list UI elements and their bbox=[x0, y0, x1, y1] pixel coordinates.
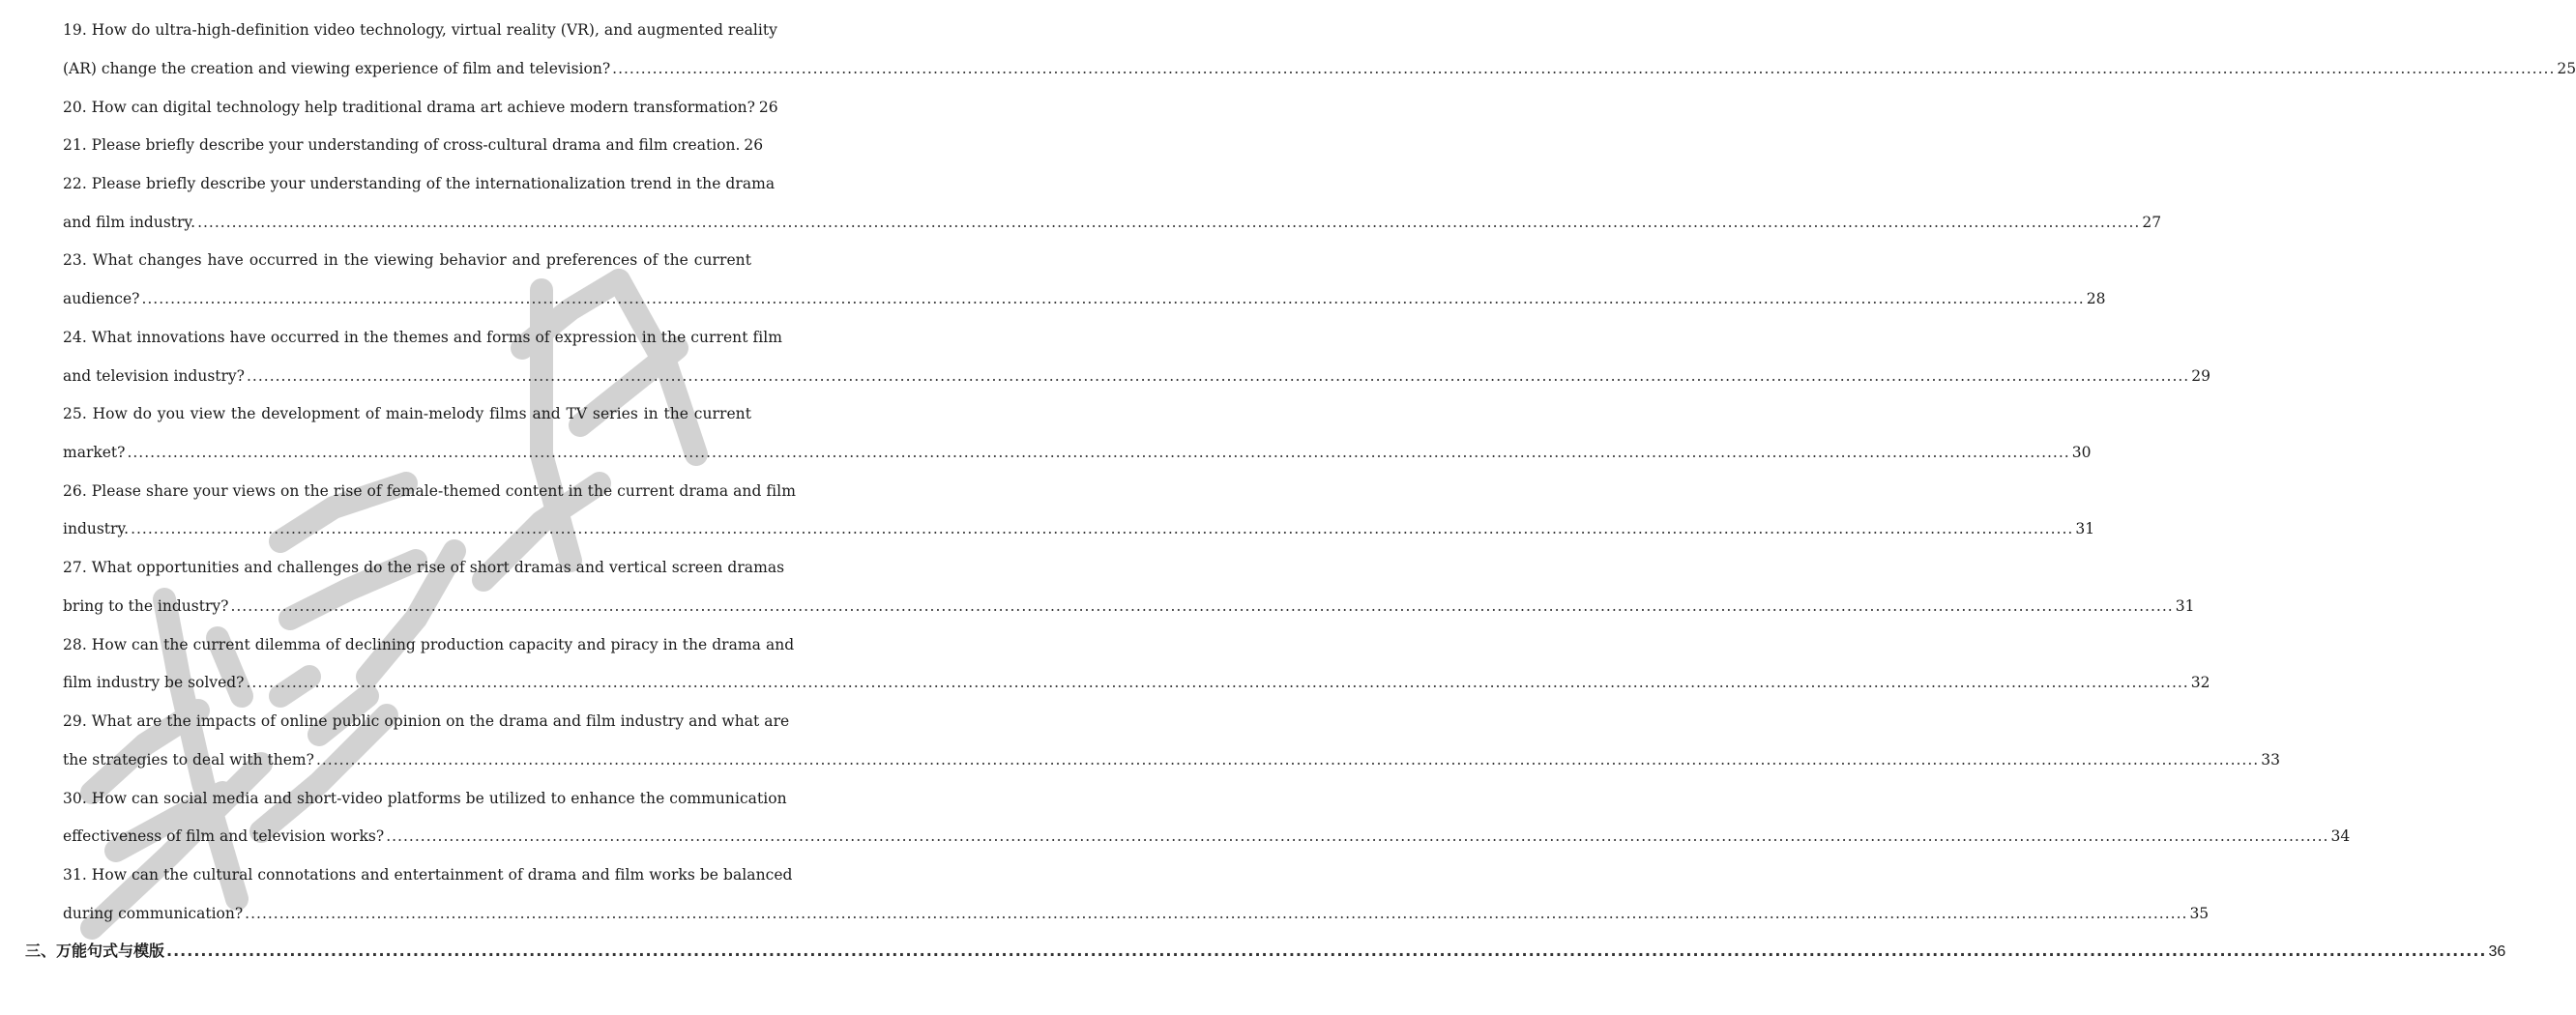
toc-entry-title: What opportunities and challenges do the rise of short dramas and vertical screen dramas bbox=[91, 559, 785, 576]
toc-entry-number: 19. bbox=[63, 21, 87, 39]
toc-entry-number: 20. bbox=[63, 99, 87, 116]
toc-entry-23-line2[interactable] bbox=[63, 285, 2106, 312]
toc-entry-22-line2[interactable] bbox=[63, 209, 2162, 236]
toc-entry-title: Please briefly describe your understanding of the internationalization trend in the drama bbox=[91, 175, 776, 192]
toc-entry-title-cont: (AR) change the creation and viewing experience of film and television? bbox=[63, 60, 611, 77]
toc-entry-number: 24. bbox=[63, 329, 87, 346]
toc-entry-title-cont: the strategies to deal with them? bbox=[63, 751, 314, 768]
toc-entry-25-line1[interactable] bbox=[63, 400, 751, 427]
toc-entry-title-cont: industry. bbox=[63, 520, 130, 537]
toc-page-number: 26 bbox=[744, 136, 764, 154]
toc-entry-title-cont: and television industry? bbox=[63, 367, 245, 385]
toc-entry-24-line2[interactable] bbox=[63, 362, 2210, 390]
toc-entry-title-cont: audience? bbox=[63, 290, 140, 307]
dot-leader bbox=[197, 209, 2140, 236]
toc-entry-number: 26. bbox=[63, 482, 87, 500]
toc-entry-title: What changes have occurred in the viewing behavior and preferences of the current bbox=[92, 251, 751, 269]
toc-page-number: 29 bbox=[2191, 367, 2210, 385]
toc-page-number: 27 bbox=[2142, 214, 2162, 231]
toc-entry-25-line2[interactable] bbox=[63, 439, 2092, 466]
toc-page-number: 34 bbox=[2330, 827, 2351, 845]
toc-entry-23-line1[interactable] bbox=[63, 246, 751, 274]
toc-page-number: 36 bbox=[2488, 943, 2506, 960]
toc-entry-title: What innovations have occurred in the themes and forms of expression in the current film bbox=[91, 329, 783, 346]
toc-entry-number: 29. bbox=[63, 712, 87, 730]
toc-entry-title: Please share your views on the rise of female-themed content in the current drama and film bbox=[91, 482, 796, 500]
dot-leader bbox=[127, 439, 2069, 466]
toc-entry-22-line1[interactable] bbox=[63, 170, 776, 197]
toc-entry-title: How do ultra-high-definition video technology, virtual reality (VR), and augmented reality bbox=[91, 21, 777, 39]
toc-entry-28-line1[interactable] bbox=[63, 631, 795, 658]
toc-entry-27-line2[interactable] bbox=[63, 593, 2195, 620]
toc-page-number: 32 bbox=[2190, 674, 2210, 691]
toc-entry-19-line2[interactable] bbox=[63, 55, 2576, 82]
dot-leader bbox=[612, 55, 2555, 82]
toc-entry-number: 21. bbox=[63, 136, 87, 154]
toc-page-number: 31 bbox=[2175, 597, 2195, 615]
toc-entry-29-line1[interactable] bbox=[63, 708, 790, 735]
toc-entry-26-line2[interactable] bbox=[63, 515, 2095, 542]
toc-entry-title-cont: film industry be solved? bbox=[63, 674, 245, 691]
toc-entry-26-line1[interactable] bbox=[63, 478, 796, 505]
toc-entry-30-line1[interactable] bbox=[63, 785, 787, 812]
toc-entry-number: 27. bbox=[63, 559, 87, 576]
toc-page-number: 30 bbox=[2071, 444, 2092, 461]
toc-entry-28-line2[interactable] bbox=[63, 669, 2210, 696]
toc-entry-number: 30. bbox=[63, 790, 87, 807]
toc-entry-20[interactable] bbox=[63, 94, 778, 121]
toc-page-number: 31 bbox=[2075, 520, 2095, 537]
toc-page-number: 25 bbox=[2557, 60, 2576, 77]
toc-page-number: 26 bbox=[758, 99, 778, 116]
toc-entry-title: What are the impacts of online public opinion on the drama and film industry and what are bbox=[91, 712, 790, 730]
toc-entry-31-line1[interactable] bbox=[63, 861, 793, 888]
toc-entry-title: How can digital technology help traditional drama art achieve modern transformation? bbox=[91, 99, 755, 116]
dot-leader bbox=[245, 900, 2187, 927]
dot-leader bbox=[141, 285, 2084, 312]
toc-entry-27-line1[interactable] bbox=[63, 554, 785, 581]
toc-entry-title-cont: bring to the industry? bbox=[63, 597, 229, 615]
toc-entry-title-cont: and film industry. bbox=[63, 214, 196, 231]
toc-entry-number: 22. bbox=[63, 175, 87, 192]
toc-section-universal-sentences[interactable] bbox=[25, 938, 2506, 965]
dot-leader bbox=[246, 669, 2188, 696]
dot-leader bbox=[247, 362, 2189, 390]
toc-entry-title-cont: effectiveness of film and television works? bbox=[63, 827, 385, 845]
toc-entry-title: Please briefly describe your understanding of cross-cultural drama and film creation. bbox=[91, 136, 741, 154]
toc-entry-29-line2[interactable] bbox=[63, 746, 2280, 773]
toc-entry-title-cont: during communication? bbox=[63, 905, 244, 922]
toc-entry-number: 25. bbox=[63, 405, 87, 422]
toc-entry-number: 23. bbox=[63, 251, 87, 269]
dot-leader bbox=[230, 593, 2173, 620]
toc-entry-number: 28. bbox=[63, 636, 87, 653]
dot-leader bbox=[131, 515, 2073, 542]
toc-entry-number: 31. bbox=[63, 866, 87, 884]
dot-leader bbox=[166, 938, 2486, 965]
toc-page-number: 28 bbox=[2086, 290, 2106, 307]
toc-entry-title: How can social media and short-video platforms be utilized to enhance the communication bbox=[91, 790, 787, 807]
toc-entry-31-line2[interactable] bbox=[63, 900, 2210, 927]
toc-entry-title: How do you view the development of main-melody films and TV series in the current bbox=[92, 405, 751, 422]
toc-entry-title: How can the current dilemma of declining production capacity and piracy in the drama and bbox=[91, 636, 795, 653]
toc-page-number: 35 bbox=[2189, 905, 2210, 922]
toc-page-number: 33 bbox=[2261, 751, 2280, 768]
toc-entry-30-line2[interactable] bbox=[63, 823, 2351, 850]
toc-entry-21[interactable] bbox=[63, 131, 764, 159]
toc-entry-19-line1[interactable] bbox=[63, 16, 777, 44]
dot-leader bbox=[316, 746, 2259, 773]
toc-section-title: 三、万能句式与模版 bbox=[25, 942, 165, 960]
toc-entry-title-cont: market? bbox=[63, 444, 126, 461]
toc-entry-24-line1[interactable] bbox=[63, 324, 783, 351]
toc-entry-title: How can the cultural connotations and entertainment of drama and film works be balanced bbox=[91, 866, 793, 884]
dot-leader bbox=[386, 823, 2328, 850]
